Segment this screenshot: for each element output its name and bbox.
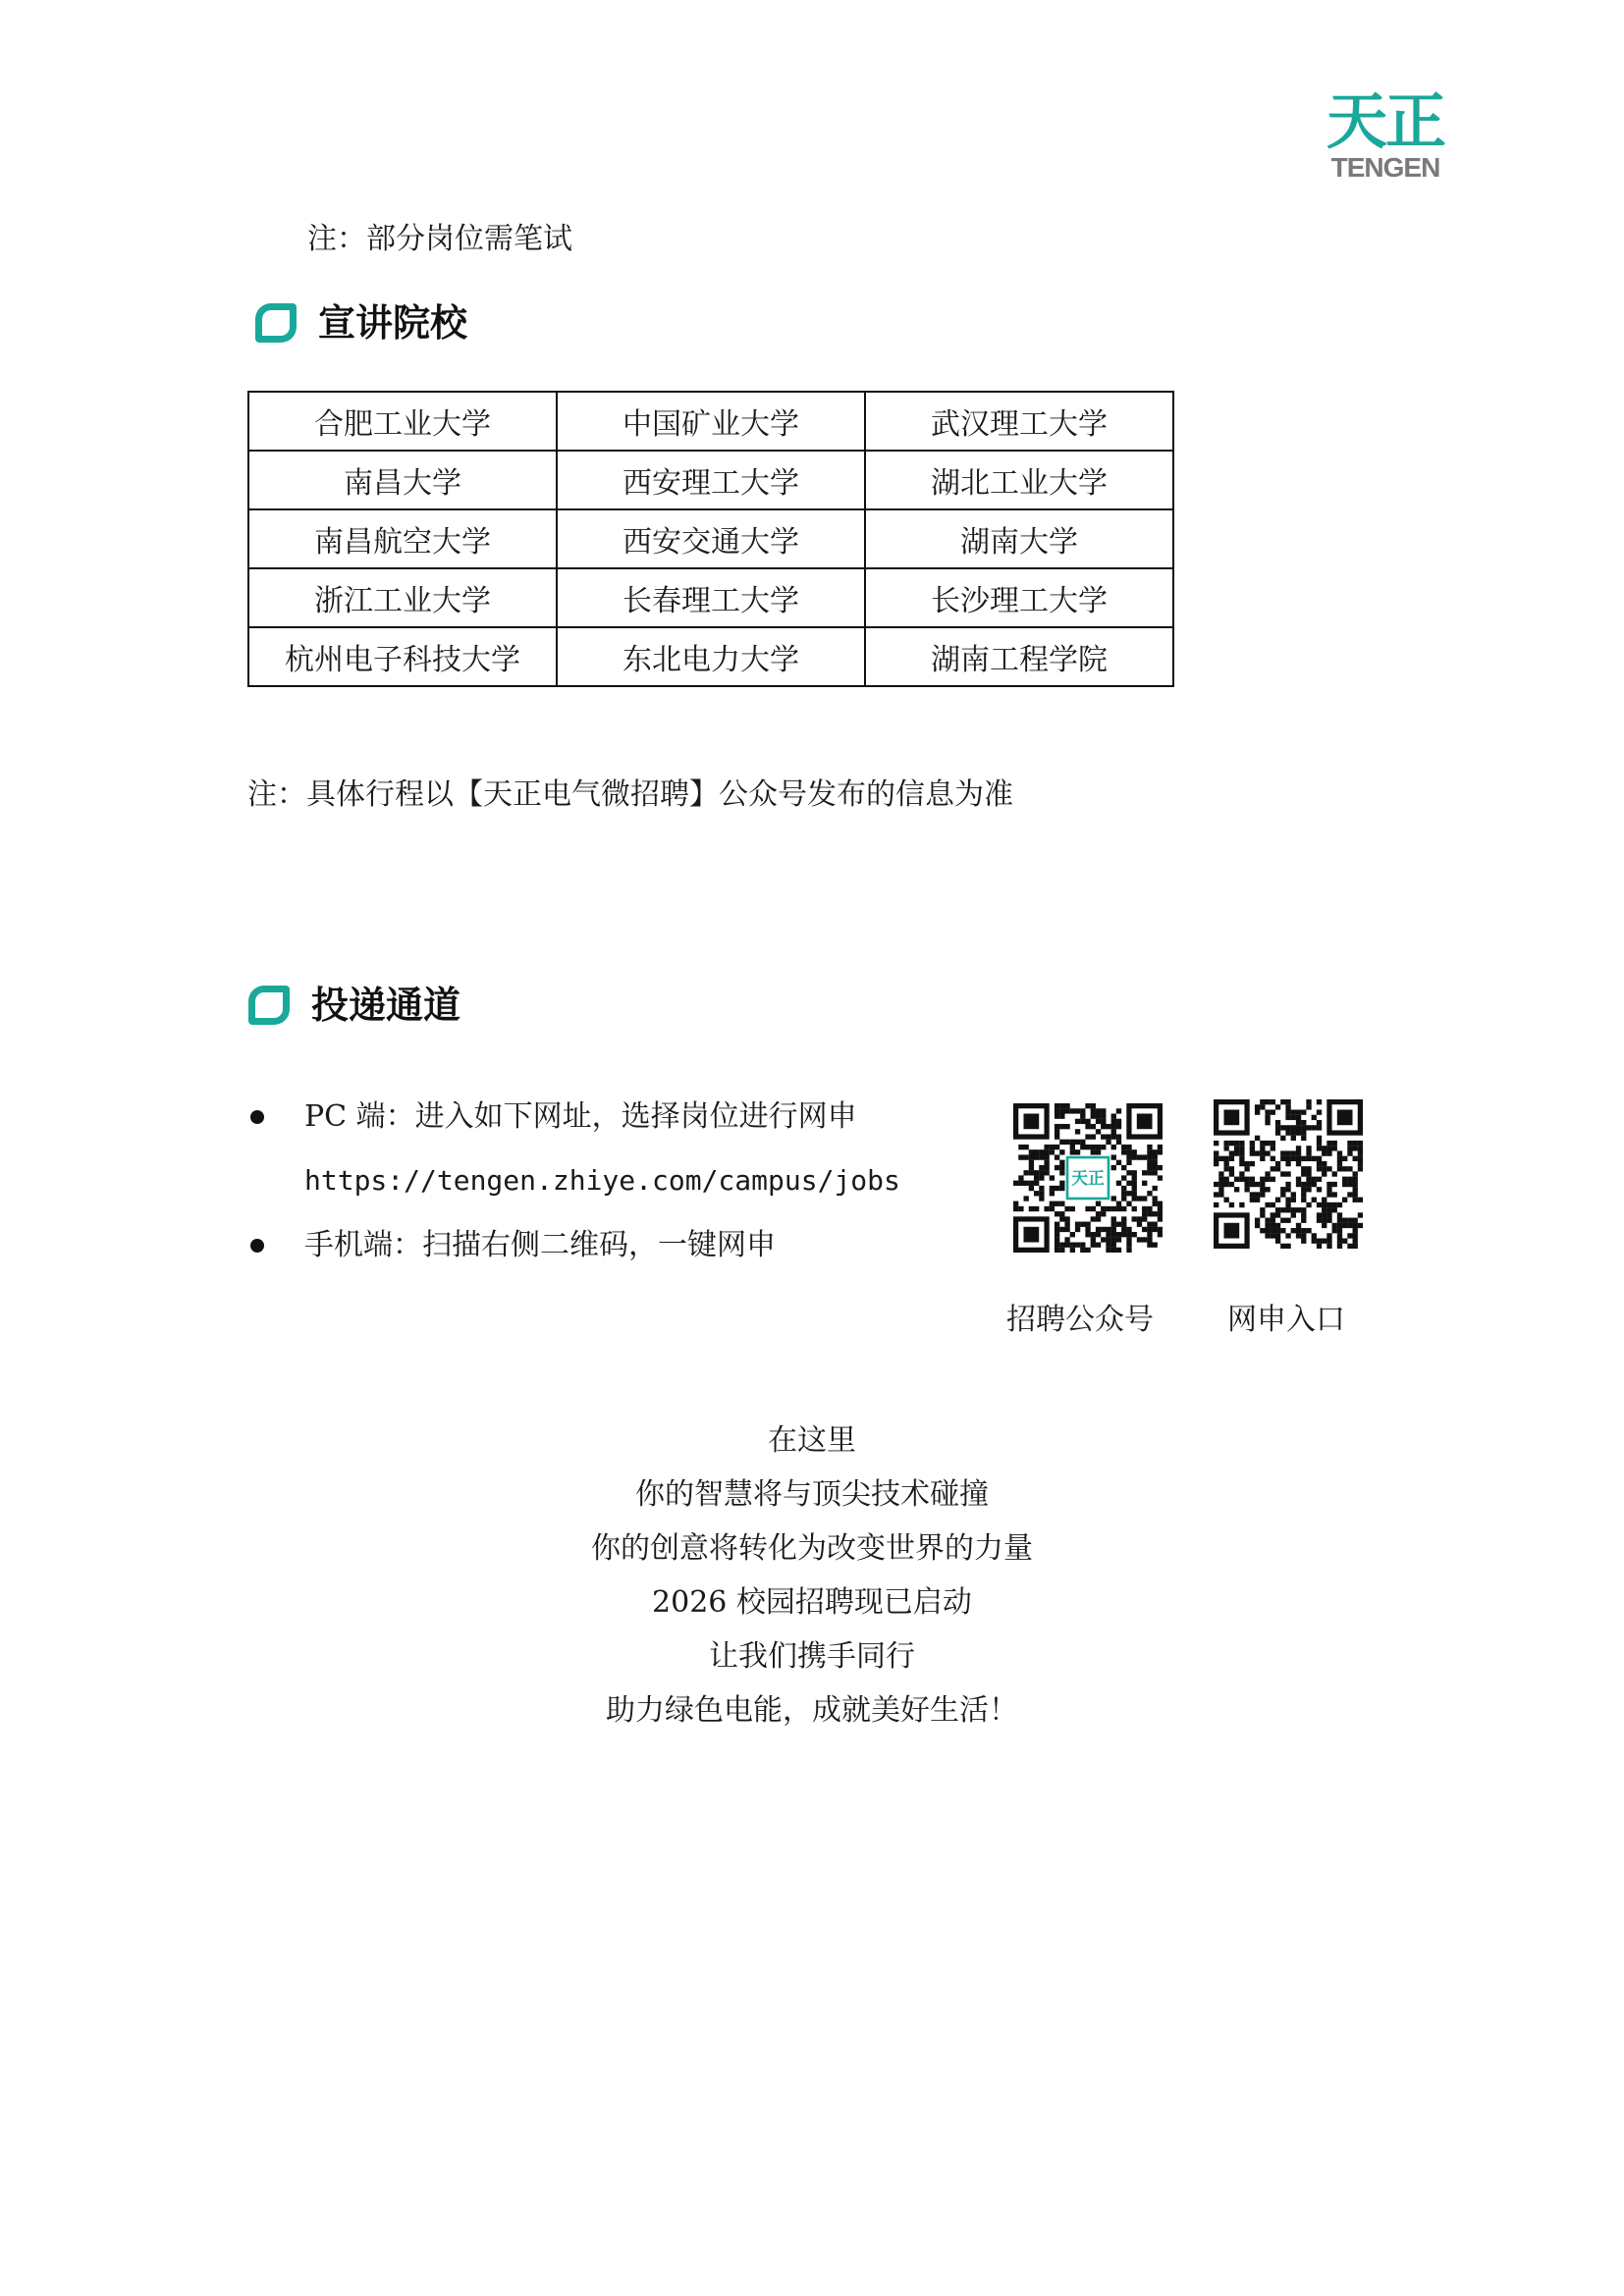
school-cell: 合肥工业大学 xyxy=(248,392,557,451)
school-cell: 杭州电子科技大学 xyxy=(248,627,557,686)
school-cell: 南昌航空大学 xyxy=(248,509,557,568)
tengen-logo xyxy=(1312,85,1459,183)
online-application-qr-code[interactable] xyxy=(1214,1099,1363,1249)
school-cell: 湖南大学 xyxy=(865,509,1173,568)
school-cell: 浙江工业大学 xyxy=(248,568,557,627)
school-cell: 西安理工大学 xyxy=(557,451,865,509)
school-cell: 武汉理工大学 xyxy=(865,392,1173,451)
bullet-icon xyxy=(250,1239,264,1253)
slogan-line: 助力绿色电能，成就美好生活！ xyxy=(606,1693,1018,1728)
table-row xyxy=(248,509,1173,568)
wechat-account-qr-code[interactable] xyxy=(1013,1103,1163,1253)
table-row xyxy=(248,568,1173,627)
mobile-apply-label: 手机端：扫描右侧二维码，一键网申 xyxy=(304,1228,776,1262)
pc-apply-label: PC 端：进入如下网址，选择岗位进行网申 xyxy=(304,1099,857,1134)
written-test-note: 注：部分岗位需笔试 xyxy=(307,222,572,256)
schools-table xyxy=(247,391,1174,687)
schools-heading-text: 宣讲院校 xyxy=(318,301,468,345)
school-cell: 湖北工业大学 xyxy=(865,451,1173,509)
pc-apply-url[interactable]: https://tengen.zhiye.com/campus/jobs xyxy=(304,1164,900,1197)
school-cell: 长沙理工大学 xyxy=(865,568,1173,627)
school-cell: 长春理工大学 xyxy=(557,568,865,627)
slogan-line: 在这里 xyxy=(768,1423,856,1458)
wechat-account-qr-caption: 招聘公众号 xyxy=(1006,1303,1154,1337)
logo-chinese-text: 天正 xyxy=(1326,85,1444,157)
logo-english-text: TENGEN xyxy=(1330,152,1440,183)
table-row xyxy=(248,392,1173,451)
online-application-qr-caption: 网申入口 xyxy=(1227,1303,1345,1337)
slogan-line: 让我们携手同行 xyxy=(709,1639,915,1674)
schedule-note: 注：具体行程以【天正电气微招聘】公众号发布的信息为准 xyxy=(247,777,1013,812)
school-cell: 湖南工程学院 xyxy=(865,627,1173,686)
closing-slogan xyxy=(0,1414,1624,1737)
schools-heading xyxy=(255,299,467,347)
bullet-icon xyxy=(250,1110,264,1124)
table-row xyxy=(248,451,1173,509)
school-cell: 中国矿业大学 xyxy=(557,392,865,451)
slogan-line: 你的创意将转化为改变世界的力量 xyxy=(591,1531,1033,1566)
school-cell: 东北电力大学 xyxy=(557,627,865,686)
apply-heading xyxy=(248,982,460,1029)
slogan-line: 你的智慧将与顶尖技术碰撞 xyxy=(635,1477,989,1512)
slogan-line: 2026 校园招聘现已启动 xyxy=(652,1585,972,1620)
school-cell: 西安交通大学 xyxy=(557,509,865,568)
rounded-square-icon xyxy=(255,303,297,343)
rounded-square-icon xyxy=(248,986,290,1025)
table-row xyxy=(248,627,1173,686)
qr-center-logo-text: 天正 xyxy=(1071,1167,1105,1188)
school-cell: 南昌大学 xyxy=(248,451,557,509)
apply-heading-text: 投递通道 xyxy=(311,984,461,1027)
